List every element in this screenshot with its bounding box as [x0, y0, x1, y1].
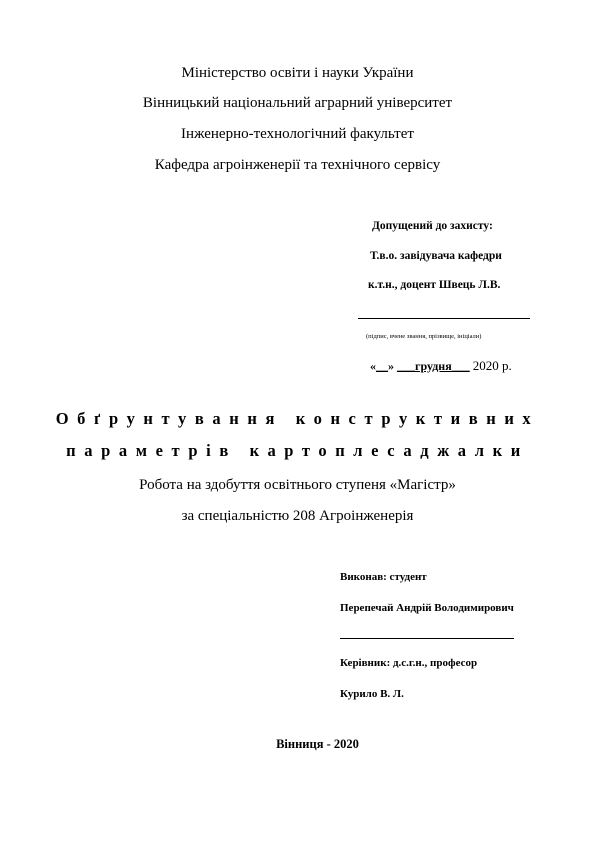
supervisor-name: Курило В. Л.: [340, 688, 404, 700]
signature-line: [358, 318, 530, 319]
thesis-title-line-1: Обґрунтування конструктивних: [55, 409, 540, 428]
department-head-person: к.т.н., доцент Швець Л.В.: [368, 279, 501, 291]
department-head-role: Т.в.о. завідувача кафедри: [370, 250, 502, 262]
thesis-title-line-2: параметрів картоплесаджалки: [66, 441, 529, 460]
ministry-title: Міністерство освіти і науки України: [181, 65, 414, 81]
supervisor-label: Керівник: д.с.г.н., професор: [340, 657, 478, 669]
performer-name: Перепечай Андрій Володимирович: [340, 602, 514, 614]
specialty: за спеціальністю 208 Агроінженерія: [181, 508, 414, 524]
date-year: 2020 р.: [472, 358, 512, 373]
date-open-quote: «: [370, 359, 376, 373]
date-day: __: [376, 359, 388, 373]
faculty-title: Інженерно-технологічний факультет: [181, 126, 414, 142]
university-title: Вінницький національний аграрний університет: [142, 95, 453, 111]
signature-caption: (підпис, вчене звання, прізвище, ініціали): [366, 333, 482, 340]
date-close-quote: »: [388, 359, 394, 373]
date-month: ___грудня___: [397, 359, 470, 373]
work-type: Робота на здобуття освітнього ступеня «Магістр»: [139, 477, 456, 493]
city-year: Вінниця - 2020: [276, 737, 359, 751]
department-title: Кафедра агроінженерії та технічного сервісу: [154, 157, 441, 173]
approval-date: [370, 358, 512, 374]
performer-signature-line: [340, 638, 514, 639]
performer-label: Виконав: студент: [340, 571, 427, 583]
admitted-label: Допущений до захисту:: [372, 220, 493, 232]
